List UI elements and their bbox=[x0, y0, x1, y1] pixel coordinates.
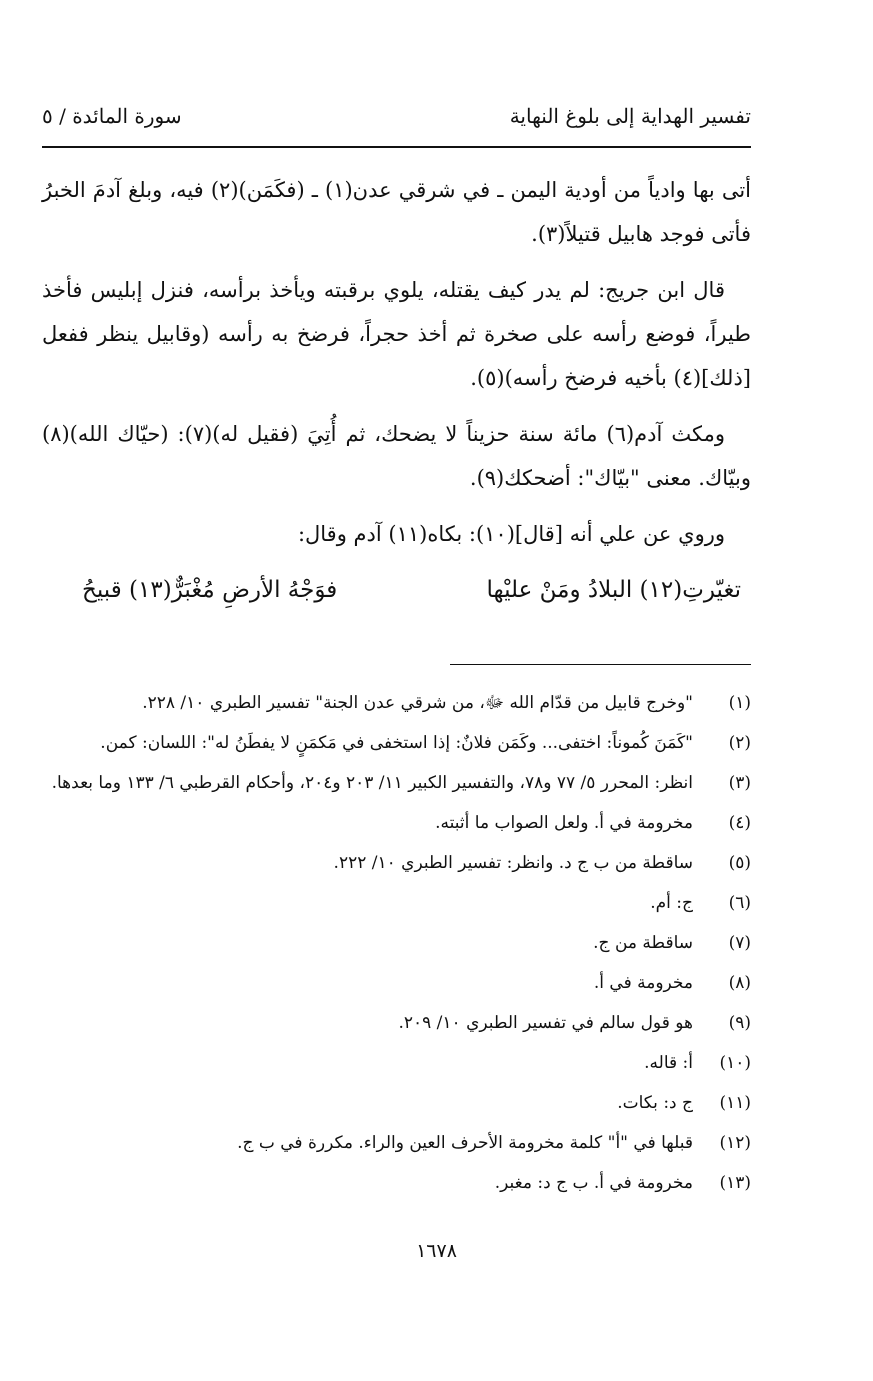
footnote-item bbox=[42, 1126, 751, 1160]
footnote-text: مخرومة في أ. ولعل الصواب ما أثبته. bbox=[435, 813, 693, 833]
footnote-text: "كَمَنَ كُموناً: اختفى... وكَمَن فلانٌ: إذا استخفى في مَكمَنٍ لا يفطَنُ له": اللسان: كمن. bbox=[100, 733, 693, 753]
footnote-number: (٩) bbox=[728, 1013, 751, 1033]
chapter-label: سورة المائدة / ٥ bbox=[42, 104, 182, 128]
paragraph: ومكث آدم(٦) مائة سنة حزيناً لا يضحك، ثم أُتِيَ (فقيل له)(٧): (حيّاك الله)(٨) وبيّاك. معنى "بيّاك": أضحكك(٩). bbox=[42, 422, 751, 490]
footnote-item bbox=[42, 806, 751, 840]
footnote-item bbox=[42, 1006, 751, 1040]
footnote-item bbox=[42, 1166, 751, 1200]
verse-first-hemistich: تغيّرتِ(١٢) البلادُ ومَنْ عليْها bbox=[486, 577, 741, 603]
footnote-item bbox=[42, 1086, 751, 1120]
footnote-number: (٧) bbox=[728, 933, 751, 953]
main-text bbox=[42, 168, 751, 612]
footnote-text: ساقطة من ب ج د. وانظر: تفسير الطبري ١٠/ ٢٢٢. bbox=[333, 853, 693, 873]
footnotes bbox=[42, 686, 751, 1206]
footnote-number: (٢) bbox=[728, 733, 751, 753]
footnote-number: (١١) bbox=[719, 1093, 751, 1113]
footnote-item bbox=[42, 766, 751, 800]
footnote-text: انظر: المحرر ٥/ ٧٧ و٧٨، والتفسير الكبير ١١/ ٢٠٣ و٢٠٤، وأحكام القرطبي ٦/ ١٣٣ وما بعدها. bbox=[51, 773, 693, 793]
footnote-text: هو قول سالم في تفسير الطبري ١٠/ ٢٠٩. bbox=[398, 1013, 693, 1033]
footnote-number: (٣) bbox=[728, 773, 751, 793]
footnote-text: ساقطة من ج. bbox=[593, 933, 693, 953]
footnote-item bbox=[42, 846, 751, 880]
footnote-text: مخرومة في أ. bbox=[593, 973, 693, 993]
footnote-number: (٦) bbox=[728, 893, 751, 913]
footnote-number: (١٢) bbox=[719, 1133, 751, 1153]
footnote-text: قبلها في "أ" كلمة مخرومة الأحرف العين والراء. مكررة في ب ج. bbox=[237, 1133, 693, 1153]
footnote-text: مخرومة في أ. ب ج د: مغبر. bbox=[494, 1173, 693, 1193]
footnote-item bbox=[42, 966, 751, 1000]
paragraph: أتى بها وادياً من أودية اليمن ـ في شرقي عدن(١) ـ (فكَمَن)(٢) فيه، وبلغ آدمَ الخبرُ فأتى فوجد هابيل قتيلاً(٣). bbox=[42, 178, 752, 246]
verse-second-hemistich: فوَجْهُ الأرضِ مُغْبَرٌّ(١٣) قبيحُ bbox=[82, 577, 338, 603]
footnote-separator bbox=[450, 664, 751, 665]
paragraph: قال ابن جريج: لم يدر كيف يقتله، يلوي برقبته ويأخذ برأسه، فنزل إبليس فأخذ طيراً، فوضع رأسه على صخرة ثم أخذ حجراً، فرضخ به رأسه (وقابيل ينظر ففعل [ذلك](٤) بأخيه فرضخ رأسه)(٥). bbox=[42, 278, 751, 390]
footnote-text: ج د: بكات. bbox=[617, 1093, 693, 1113]
footnote-item bbox=[42, 1046, 751, 1080]
footnote-number: (١) bbox=[728, 693, 751, 713]
header-rule bbox=[42, 146, 751, 148]
footnote-item bbox=[42, 726, 751, 760]
footnote-number: (٥) bbox=[728, 853, 751, 873]
footnote-number: (١٠) bbox=[719, 1053, 751, 1073]
footnote-text: ج: أم. bbox=[650, 893, 693, 913]
footnote-item bbox=[42, 686, 751, 720]
footnote-number: (١٣) bbox=[719, 1173, 751, 1193]
footnote-text: أ: قاله. bbox=[644, 1053, 693, 1073]
footnote-item bbox=[42, 886, 751, 920]
page-number: ١٦٧٨ bbox=[416, 1240, 457, 1262]
paragraph: وروي عن علي أنه [قال](١٠): بكاه(١١) آدم وقال: bbox=[297, 522, 725, 546]
footnote-text: "وخرج قابيل من قدّام الله ﷻ، من شرقي عدن الجنة" تفسير الطبري ١٠/ ٢٢٨. bbox=[142, 693, 693, 713]
book-title: تفسير الهداية إلى بلوغ النهاية bbox=[509, 104, 751, 128]
poetry-verse bbox=[42, 568, 751, 612]
running-header bbox=[42, 104, 751, 128]
footnote-item bbox=[42, 926, 751, 960]
footnote-number: (٤) bbox=[728, 813, 751, 833]
footnote-number: (٨) bbox=[728, 973, 751, 993]
